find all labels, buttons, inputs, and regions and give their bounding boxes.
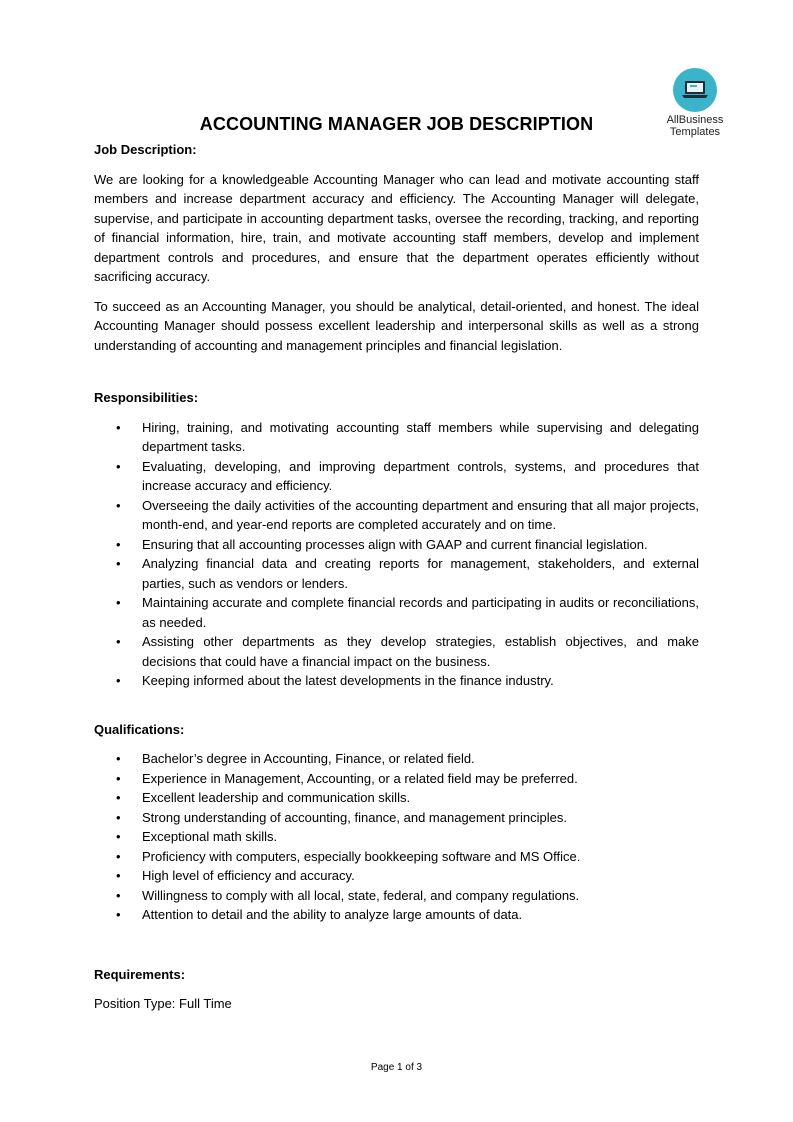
responsibilities-list bbox=[94, 418, 699, 691]
logo-text-line1: AllBusiness bbox=[666, 114, 724, 126]
list-item bbox=[94, 749, 699, 769]
page-number: Page 1 of 3 bbox=[370, 1062, 423, 1073]
list-item bbox=[94, 788, 699, 808]
document-title: ACCOUNTING MANAGER JOB DESCRIPTION bbox=[199, 114, 594, 134]
list-item bbox=[94, 457, 699, 496]
bullet-icon: • bbox=[116, 419, 121, 435]
bullet-icon: • bbox=[116, 751, 121, 766]
list-item bbox=[94, 496, 699, 535]
list-item bbox=[94, 535, 699, 555]
bullet-icon: • bbox=[116, 770, 121, 786]
list-item-text: Proficiency with computers, especially bookkeeping software and MS Office. bbox=[142, 848, 581, 864]
responsibilities-heading: Responsibilities: bbox=[94, 390, 199, 405]
list-item bbox=[94, 632, 699, 671]
list-item-text: Maintaining accurate and complete financial records and participating in audits or reconciliations, as needed. bbox=[142, 595, 699, 630]
bullet-icon: • bbox=[116, 458, 121, 474]
list-item-text: Ensuring that all accounting processes align with GAAP and current financial legislation. bbox=[142, 536, 648, 552]
list-item-text: Overseeing the daily activities of the accounting department and ensuring that all major projects, month-end, and year-end reports are completed accurately and on time. bbox=[142, 497, 699, 532]
list-item-text: Keeping informed about the latest developments in the finance industry. bbox=[142, 673, 554, 688]
list-item bbox=[94, 905, 699, 925]
list-item-text: Excellent leadership and communication skills. bbox=[142, 790, 411, 805]
bullet-icon: • bbox=[116, 673, 121, 688]
list-item bbox=[94, 769, 699, 789]
list-item bbox=[94, 554, 699, 593]
bullet-icon: • bbox=[116, 790, 121, 805]
list-item bbox=[94, 808, 699, 828]
bullet-icon: • bbox=[116, 556, 121, 571]
list-item bbox=[94, 671, 699, 691]
list-item-text: Attention to detail and the ability to analyze large amounts of data. bbox=[142, 907, 523, 922]
job-description-heading: Job Description: bbox=[94, 142, 197, 157]
document-body bbox=[94, 140, 699, 1014]
list-item-text: Strong understanding of accounting, finance, and management principles. bbox=[142, 809, 567, 825]
position-type-text: Position Type: Full Time bbox=[94, 996, 232, 1011]
bullet-icon: • bbox=[116, 497, 121, 513]
list-item-text: Assisting other departments as they develop strategies, establish objectives, and make decisions that could have a financial impact on the business. bbox=[142, 634, 699, 669]
laptop-icon bbox=[673, 68, 717, 112]
list-item-text: Bachelor’s degree in Accounting, Finance, or related field. bbox=[142, 751, 475, 766]
job-description-paragraph: We are looking for a knowledgeable Accounting Manager who can lead and motivate accounting staff members and increase department accuracy and efficiency. The Accounting Manager will delegate, supervise, and participate in accounting department tasks, oversee the recording, tracking, and reporting of financial information, hire, train, and motivate accounting staff members, develop and implement department controls and procedures, and ensure that the department operates efficiently without sacrificing accuracy. bbox=[94, 171, 699, 284]
list-item-text: Experience in Management, Accounting, or a related field may be preferred. bbox=[142, 770, 578, 786]
bullet-icon: • bbox=[116, 907, 121, 922]
list-item-text: Evaluating, developing, and improving department controls, systems, and procedures that increase accuracy and efficiency. bbox=[142, 458, 699, 493]
qualifications-heading: Qualifications: bbox=[94, 721, 185, 737]
bullet-icon: • bbox=[116, 829, 121, 844]
list-item-text: Willingness to comply with all local, state, federal, and company regulations. bbox=[142, 887, 580, 903]
list-item bbox=[94, 418, 699, 457]
qualifications-list bbox=[94, 749, 699, 925]
bullet-icon: • bbox=[116, 868, 121, 883]
list-item-text: High level of efficiency and accuracy. bbox=[142, 868, 355, 883]
bullet-icon: • bbox=[116, 848, 121, 864]
bullet-icon: • bbox=[116, 887, 121, 903]
list-item-text: Hiring, training, and motivating accounting staff members while supervising and delegating department tasks. bbox=[142, 419, 699, 454]
list-item bbox=[94, 866, 699, 886]
list-item bbox=[94, 593, 699, 632]
list-item bbox=[94, 847, 699, 867]
logo-text-line2: Templates bbox=[669, 126, 721, 138]
list-item bbox=[94, 886, 699, 906]
bullet-icon: • bbox=[116, 634, 121, 649]
bullet-icon: • bbox=[116, 595, 121, 610]
list-item-text: Analyzing financial data and creating reports for management, stakeholders, and external parties, such as vendors or lenders. bbox=[142, 556, 699, 591]
bullet-icon: • bbox=[116, 809, 121, 825]
list-item-text: Exceptional math skills. bbox=[142, 829, 278, 844]
job-description-paragraph: To succeed as an Accounting Manager, you should be analytical, detail-oriented, and honest. The ideal Accounting Manager should possess excellent leadership and interpersonal skills as well as a strong understanding of accounting and management principles and financial legislation. bbox=[94, 298, 699, 353]
requirements-heading: Requirements: bbox=[94, 966, 186, 982]
bullet-icon: • bbox=[116, 536, 121, 552]
list-item bbox=[94, 827, 699, 847]
